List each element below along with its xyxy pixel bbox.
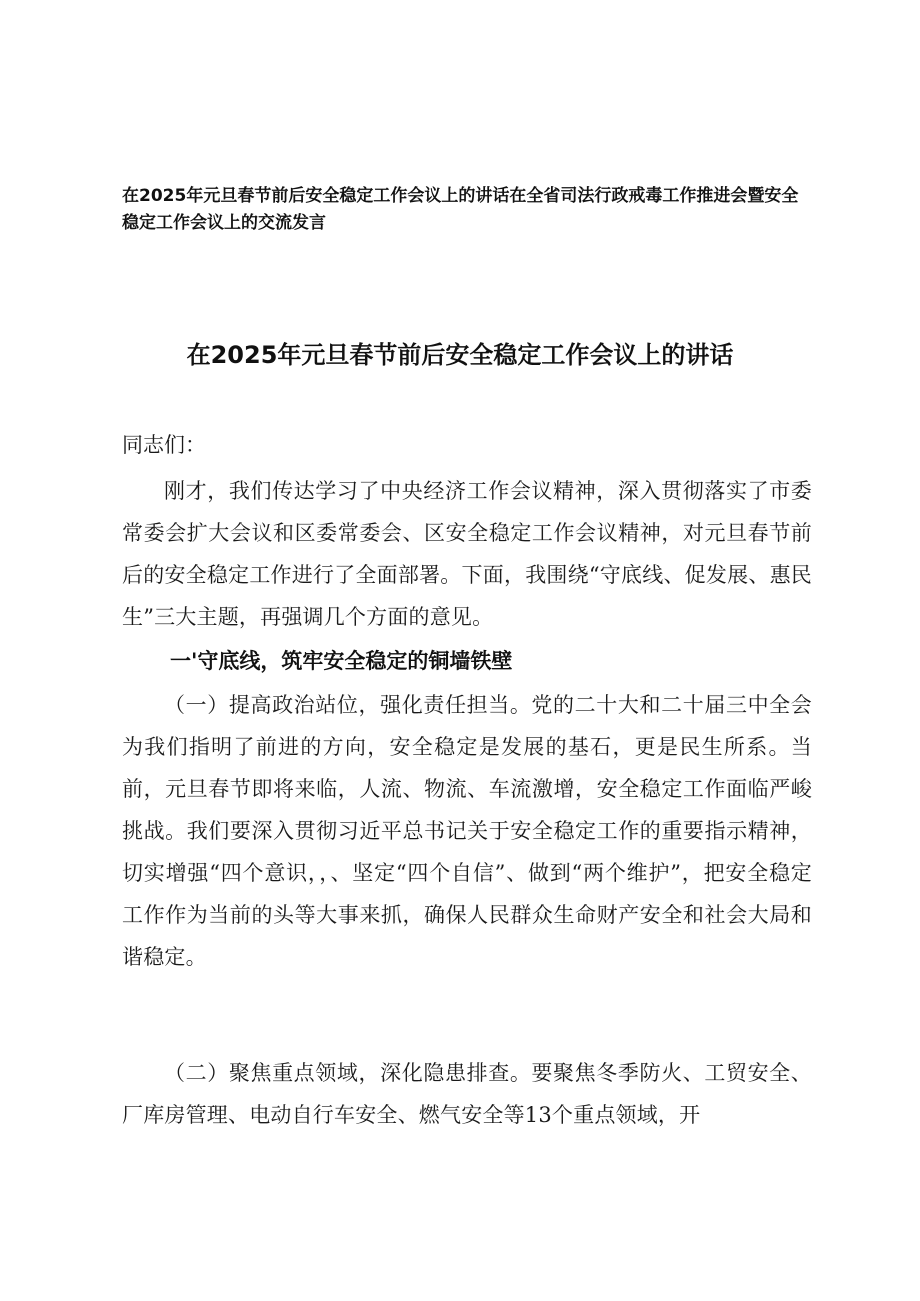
body-paragraph: （一）提高政治站位，强化责任担当。党的二十大和二十届三中全会为我们指明了前进的方向，安全稳定是发展的基石，更是民生所系。当前，元旦春节即将来临，人流、物流、车流激增，安全稳定工作面临严峻挑战。我们要深入贯彻习近平总书记关于安全稳定工作的重要指示精神，切实增强“四个意识，，、坚定“四个自信”、做到“两个维护”，把安全稳定工作作为当前的头等大事来抓，确保人民群众生命财产安全和社会大局和谐稳定。 <box>122 693 812 969</box>
section-heading: 一'守底线，筑牢安全稳定的铜墙铁壁 <box>170 649 513 673</box>
speech-title: 在2025年元旦春节前后安全稳定工作会议上的讲话 <box>186 341 734 369</box>
document-heading: 在2025年元旦春节前后安全稳定工作会议上的讲话在全省司法行政戒毒工作推进会暨安全稳定工作会议上的交流发言 <box>122 186 799 233</box>
body-paragraph: 刚才，我们传达学习了中央经济工作会议精神，深入贯彻落实了市委常委会扩大会议和区委常委会、区安全稳定工作会议精神，对元旦春节前后的安全稳定工作进行了全面部署。下面，我围绕“守底线、促发展、惠民生”三大主题，再强调几个方面的意见。 <box>122 479 812 629</box>
body-paragraph: （二）聚焦重点领域，深化隐患排查。要聚焦冬季防火、工贸安全、厂库房管理、电动自行车安全、燃气安全等13个重点领域，开 <box>122 1061 812 1127</box>
salutation: 同志们： <box>122 433 206 457</box>
